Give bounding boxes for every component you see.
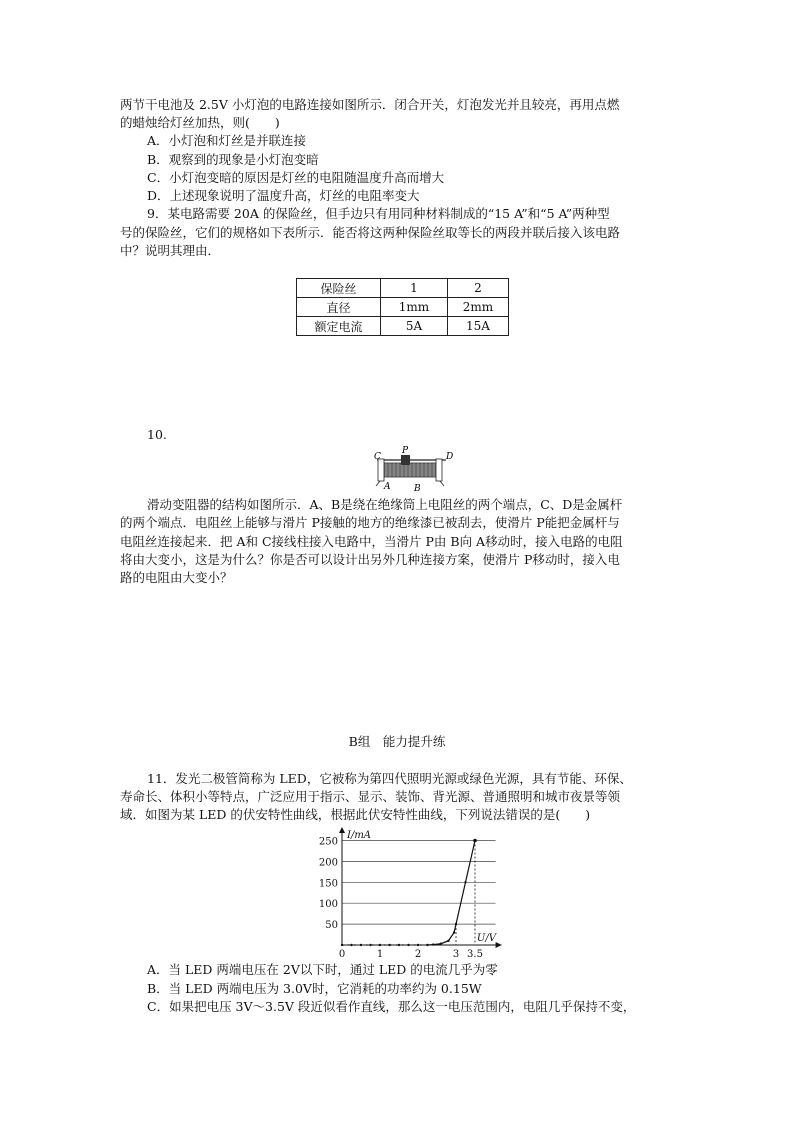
data-point xyxy=(341,944,343,946)
section-heading: B组 能力提升练 xyxy=(348,734,446,749)
q8-option-a: A．小灯泡和灯丝是并联连接 xyxy=(147,133,307,148)
slider-p xyxy=(401,455,410,465)
q9-stem-line-3: 中？说明其理由． xyxy=(120,243,221,258)
data-point xyxy=(398,944,400,946)
q9-stem-line-1: 9．某电路需要 20A 的保险丝，但手边只有用同种材料制成的“15 A”和“5 A”两种型 xyxy=(147,206,610,221)
terminal-a-lead xyxy=(376,481,380,486)
iv-curve-rise xyxy=(428,841,476,946)
data-point xyxy=(464,881,466,883)
y-tick-label: 150 xyxy=(318,878,338,890)
q8-stem-line-1: 两节干电池及 2.5V 小灯泡的电路连接如图所示．闭合开关，灯泡发光并且较亮，再用点燃 xyxy=(120,97,620,112)
y-tick-label: 100 xyxy=(318,899,338,911)
curve-end-point xyxy=(473,839,477,843)
axes-layer xyxy=(339,827,502,948)
table-cell: 5A xyxy=(381,317,448,336)
y-axis-arrow xyxy=(339,827,345,833)
label-p: P xyxy=(402,446,409,456)
terminal-b-lead xyxy=(440,481,444,486)
left-end-support xyxy=(378,459,384,481)
table-cell: 1mm xyxy=(381,298,448,317)
q10-stem-line-4: 将由大变小，这是为什么？你是否可以设计出另外几种连接方案，使滑片 P移动时，接入电 xyxy=(120,552,620,567)
rheostat-figure xyxy=(370,446,456,492)
data-point xyxy=(350,944,352,946)
q9-stem-line-2: 号的保险丝，它们的规格如下表所示．能否将这两种保险丝取等长的两段并联后接入该电路 xyxy=(120,225,621,240)
data-point xyxy=(447,940,449,942)
x-tick-label: 0 xyxy=(338,949,346,960)
label-b: B xyxy=(414,484,421,492)
q11-option-c: C．如果把电压 3V～3.5V 段近似看作直线，那么这一电压范围内，电阻几乎保持不变， xyxy=(147,999,636,1014)
table-cell: 2mm xyxy=(448,298,509,317)
x-tick-label: 1 xyxy=(376,949,384,960)
table-cell: 直径 xyxy=(297,298,381,317)
y-tick-label: 250 xyxy=(318,836,338,848)
data-point xyxy=(417,944,419,946)
x-axis-label: U/V xyxy=(476,933,496,944)
table-row xyxy=(297,298,509,317)
label-c: C xyxy=(374,452,381,462)
data-point xyxy=(379,944,381,946)
table-header-row xyxy=(297,279,509,298)
q8-option-d: D．上述现象说明了温度升高，灯丝的电阻率变大 xyxy=(147,188,420,203)
right-end-support xyxy=(436,459,442,481)
q11-option-b: B．当 LED 两端电压为 3.0V时，它消耗的功率约为 0.15W xyxy=(147,981,482,996)
q8-stem-line-2: 的蜡烛给灯丝加热，则( ) xyxy=(120,115,280,130)
table-row xyxy=(297,317,509,336)
table-cell: 15A xyxy=(448,317,509,336)
data-point xyxy=(426,944,428,946)
q10-number: 10. xyxy=(147,427,167,442)
q10-stem-line-5: 路的电阻由大变小？ xyxy=(120,570,233,585)
fuse-spec-table xyxy=(296,278,509,336)
label-d: D xyxy=(446,452,454,462)
data-point xyxy=(453,931,455,933)
data-point xyxy=(388,944,390,946)
table-header-cell: 1 xyxy=(381,279,448,298)
y-axis-label: I/mA xyxy=(347,830,372,841)
q8-option-b: B．观察到的现象是小灯泡变暗 xyxy=(147,152,319,167)
x-tick-label: 3.5 xyxy=(467,949,483,960)
data-point xyxy=(360,944,362,946)
data-point xyxy=(440,943,442,945)
q11-option-a: A．当 LED 两端电压在 2V以下时，通过 LED 的电流几乎为零 xyxy=(147,962,498,977)
table-header-cell: 2 xyxy=(448,279,509,298)
series-layer xyxy=(341,839,477,947)
x-axis-arrow xyxy=(496,942,502,948)
y-tick-label: 50 xyxy=(325,920,338,932)
y-tick-label: 200 xyxy=(318,857,338,869)
table-header-cell: 保险丝 xyxy=(297,279,381,298)
data-point xyxy=(369,944,371,946)
data-point xyxy=(407,944,409,946)
q11-stem-line-1: 11．发光二极管简称为 LED，它被称为第四代照明光源或绿色光源，具有节能、环保、 xyxy=(147,771,632,786)
q11-stem-line-3: 域．如图为某 LED 的伏安特性曲线，根据此伏安特性曲线，下列说法错误的是( ) xyxy=(120,807,591,822)
data-point xyxy=(432,943,434,945)
led-iv-chart xyxy=(300,823,520,963)
q10-stem-line-3: 电阻丝连接起来．把 A和 C接线柱接入电路中，当滑片 P由 B向 A移动时，接入电路的电阻 xyxy=(120,534,623,549)
q10-stem-line-1: 滑动变阻器的结构如图所示．A、B是绕在绝缘筒上电阻丝的两个端点，C、D是金属杆 xyxy=(147,497,623,512)
q11-stem-line-2: 寿命长、体积小等特点，广泛应用于指示、显示、装饰、背光源、普通照明和城市夜景等领 xyxy=(120,789,621,804)
label-a: A xyxy=(384,482,391,492)
q8-option-c: C．小灯泡变暗的原因是灯丝的电阻随温度升高而增大 xyxy=(147,170,445,185)
tick-layer xyxy=(319,837,483,961)
q10-stem-line-2: 的两个端点．电阻丝上能够与滑片 P接触的地方的绝缘漆已被刮去，使滑片 P能把金属杆与 xyxy=(120,515,620,530)
table-cell: 额定电流 xyxy=(297,317,381,336)
x-tick-label: 3 xyxy=(452,949,460,960)
x-tick-label: 2 xyxy=(414,949,422,960)
